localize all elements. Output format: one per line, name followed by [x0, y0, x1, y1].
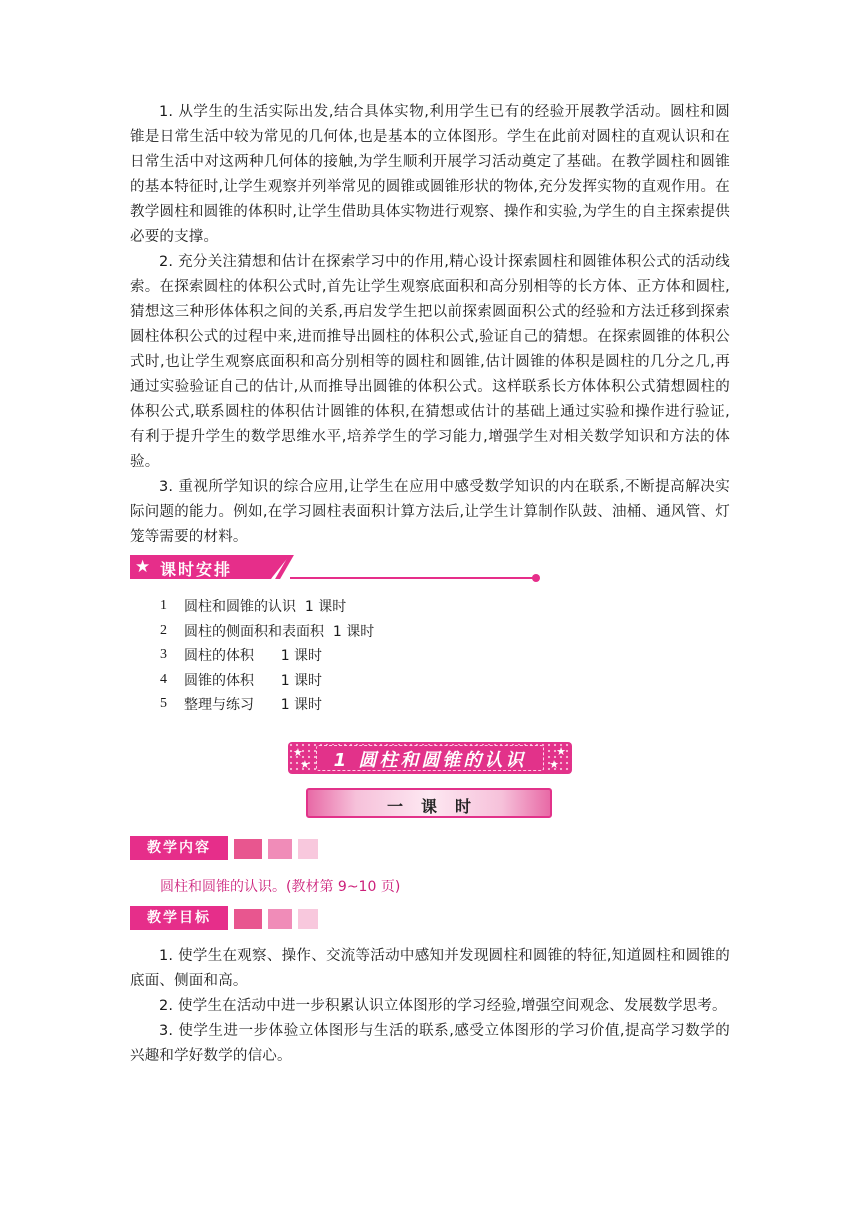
star-icon: ★ — [300, 758, 310, 771]
goal-item-2: 2. 使学生在活动中进一步积累认识立体图形的学习经验,增强空间观念、发展数学思考。 — [159, 998, 727, 1014]
item-number: 3 — [160, 647, 167, 663]
teaching-goals-label: 教学目标 — [130, 906, 228, 930]
teaching-content-text: 圆柱和圆锥的认识。(教材第 9~10 页) — [160, 879, 401, 895]
goal-item-3: 3. 使学生进一步体验立体图形与生活的联系,感受立体图形的学习价值,提高学习数学的兴趣和学好数学的信心。 — [130, 1023, 730, 1064]
intro-paragraph-2: 2. 充分关注猜想和估计在探索学习中的作用,精心设计探索圆柱和圆锥体积公式的活动线索。在探索圆柱的体积公式时,首先让学生观察底面积和高分别相等的长方体、正方体和圆柱,猜想这三种形体体积之间的关系,再启发学生把以前探索圆面积公式的经验和方法迁移到探索圆柱体积公式的过程中来,进而推导出圆柱的体积公式,验证自己的猜想。在探索圆锥的体积公式时,也让学生观察底面积和高分别相等的圆柱和圆锥,估计圆锥的体积是圆柱的几分之几,再通过实验验证自己的估计,从而推导出圆锥的体积公式。这样联系长方体体积公式猜想圆柱的体积公式,联系圆柱的体积估计圆锥的体积,在猜想或估计的基础上通过实验和操作进行验证,有利于提升学生的数学思维水平,培养学生的学习能力,增强学生对相关数学知识和方法的体验。 — [130, 254, 730, 470]
intro-section — [130, 100, 730, 550]
square-decoration — [268, 909, 292, 929]
lesson-banner — [306, 788, 552, 818]
square-decoration — [298, 839, 318, 859]
item-number: 4 — [160, 671, 167, 687]
item-text: 圆锥的体积 1 课时 — [184, 672, 323, 689]
star-icon: ★ — [293, 746, 303, 759]
header-dot — [532, 574, 540, 582]
list-item — [160, 692, 374, 717]
lesson-label: 一课时 — [386, 797, 489, 816]
item-text: 圆柱和圆锥的认识 1 课时 — [184, 599, 347, 616]
item-number: 5 — [160, 696, 167, 712]
schedule-title: 课时安排 — [160, 560, 233, 579]
list-item — [160, 643, 374, 668]
teaching-content-label: 教学内容 — [130, 836, 228, 860]
schedule-section-header — [130, 555, 412, 581]
square-decoration — [234, 839, 262, 859]
list-item — [160, 668, 374, 693]
item-text: 整理与练习 1 课时 — [184, 697, 323, 714]
star-icon: ★ — [556, 745, 566, 758]
item-number: 2 — [160, 622, 167, 638]
star-icon: ★ — [549, 758, 559, 771]
intro-paragraph-1: 1. 从学生的生活实际出发,结合具体实物,利用学生已有的经验开展教学活动。圆柱和圆锥是日常生活中较为常见的几何体,也是基本的立体图形。学生在此前对圆柱的直观认识和在日常生活中对这两种几何体的接触,为学生顺利开展学习活动奠定了基础。在教学圆柱和圆锥的基本特征时,让学生观察并列举常见的圆锥或圆锥形状的物体,充分发挥实物的直观作用。在教学圆柱和圆锥的体积时,让学生借助具体实物进行观察、操作和实验,为学生的自主探索提供必要的支撑。 — [130, 104, 730, 245]
chapter-title: 1 圆柱和圆锥的认识 — [333, 750, 527, 771]
square-decoration — [298, 909, 318, 929]
item-text: 圆柱的侧面积和表面积 1 课时 — [184, 623, 375, 640]
goal-item-1: 1. 使学生在观察、操作、交流等活动中感知并发现圆柱和圆锥的特征,知道圆柱和圆锥的底面、侧面和高。 — [130, 948, 730, 989]
schedule-list — [160, 594, 374, 717]
square-decoration — [268, 839, 292, 859]
list-item — [160, 594, 374, 619]
teaching-goals-list — [130, 944, 730, 1069]
square-decoration — [234, 909, 262, 929]
star-icon: ★ — [135, 557, 151, 577]
chapter-title-banner — [288, 742, 572, 774]
item-text: 圆柱的体积 1 课时 — [184, 648, 323, 665]
intro-paragraph-3: 3. 重视所学知识的综合应用,让学生在应用中感受数学知识的内在联系,不断提高解决实际问题的能力。例如,在学习圆柱表面积计算方法后,让学生计算制作队鼓、油桶、通风管、灯笼等需要的材料。 — [130, 479, 730, 545]
item-number: 1 — [160, 598, 167, 614]
list-item — [160, 619, 374, 644]
header-underline — [290, 577, 535, 579]
